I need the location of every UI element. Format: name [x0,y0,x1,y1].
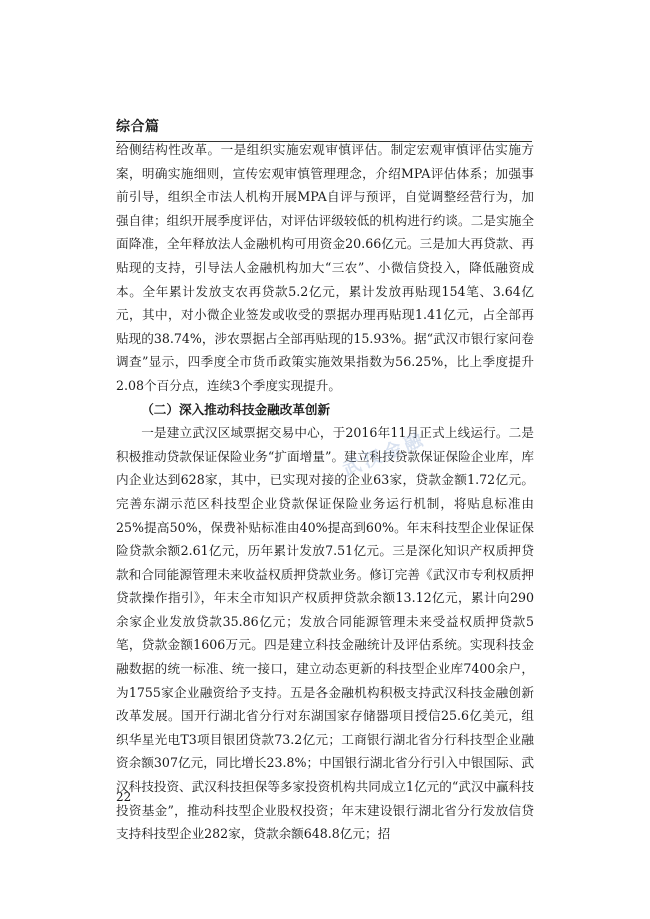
watermark-stamp: 武汉金融 [339,428,430,481]
paragraph-monetary-policy: 给侧结构性改革。一是组织实施宏观审慎评估。制定宏观审慎评估实施方案，明确实施细则，宣传宏观审慎管理理念，介绍MPA评估体系；加强事前引导，组织全市法人机构开展MPA自评与预评，自觉调整经营行为，加强自律；组织开展季度评估，对评估评级较低的机构进行约谈。二是实施全面降准，全年释放法人金融机构可用资金20.66亿元。三是加大再贷款、再贴现的支持，引导法人金融机构加大“三农”、小微信贷投入，降低融资成本。全年累计发放支农再贷款5.2亿元，累计发放再贴现154笔、3.64亿元，其中，对小微企业签发或收受的票据办理再贴现1.41亿元，占全部再贴现的38.74%，涉农票据占全部再贴现的15.93%。据“武汉市银行家问卷调查”显示，四季度全市货币政策实施效果指数为56.25%，比上季度提升2.08个百分点，连续3个季度实现提升。 [116,142,534,393]
page-number: 22 [116,790,132,804]
subheading-tech-finance: （二）深入推动科技金融改革创新 [141,401,331,417]
paragraph-tech-finance: 一是建立武汉区域票据交易中心，于2016年11月正式上线运行。二是积极推动贷款保证保险业务“扩面增量”。建立科技贷款保证保险企业库，库内企业达到628家，其中，已实现对接的企业63家，贷款金额1.72亿元。完善东湖示范区科技型企业贷款保证保险业务运行机制，将贴息标准由25%提高50%，保费补贴标准由40%提高到60%。年末科技型企业保证保险贷款余额2.61亿元，历年累计发放7.51亿元。三是深化知识产权质押贷款和合同能源管理未来收益权质押贷款业务。修订完善《武汉市专利权质押贷款操作指引》，年末全市知识产权质押贷款余额13.12亿元，累计向290余家企业发放贷款35.86亿元；发放合同能源管理未来受益权质押贷款5笔，贷款金额1606万元。四是建立科技金融统计及评估系统。实现科技金融数据的统一标准、统一接口，建立动态更新的科技型企业库7400余户，为1755家企业融资给予支持。五是各金融机构积极支持武汉科技金融创新改革发展。国开行湖北省分行对东湖国家存储器项目授信25.6亿美元，组织华星光电T3项目银团贷款73.2亿元；工商银行湖北省分行科技型企业融资余额307亿元，同比增长23.8%；中国银行湖北省分行引入中银国际、武汉科技投资、武汉科技担保等多家投资机构共同成立1亿元的“武汉中赢科技投资基金”，推动科技型企业股权投资；年末建设银行湖北省分行发放信贷支持科技型企业282家，贷款余额648.8亿元；招 [116,425,534,842]
body-text [116,138,534,846]
section-header: 综合篇 [116,116,532,142]
